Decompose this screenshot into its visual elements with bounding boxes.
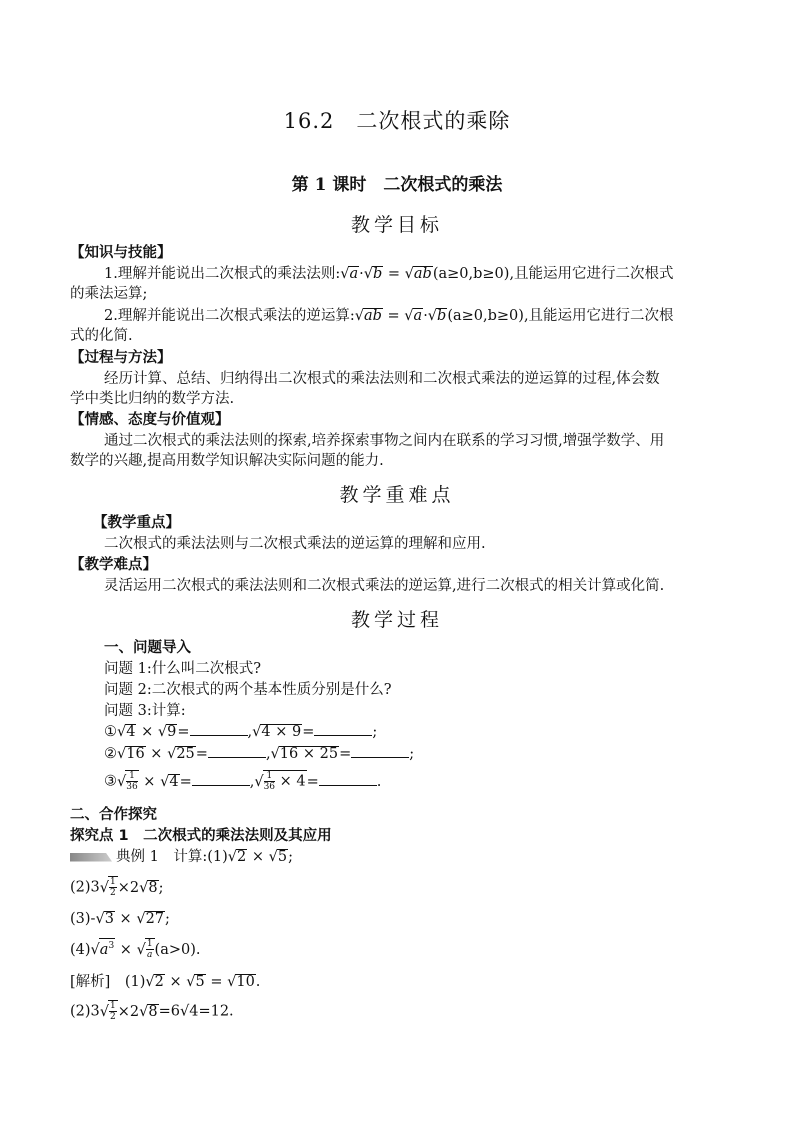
calc-3-expr: √ $\frac{1}{36}$ × √4= ,√ $\frac{1}{36}$ × 4= .: [117, 771, 382, 792]
focus-text: 二次根式的乘法法则与二次根式乘法的逆运算的理解和应用.: [104, 536, 486, 552]
calc-1-marker: ①: [104, 724, 117, 740]
question-2: 问题 2:二次根式的两个基本性质分别是什么?: [104, 682, 392, 698]
part2-heading: 二、合作探究: [70, 807, 157, 823]
focus-label: 【教学重点】: [93, 515, 180, 531]
goal-item-2-text: 2.理解并能说出二次根式乘法的逆运算:: [104, 308, 355, 324]
point1-heading: 探究点 1 二次根式的乘法法则及其应用: [70, 828, 332, 844]
answer-blank[interactable]: [190, 723, 248, 736]
goal-item-2: [104, 306, 674, 326]
goal-item-1: [104, 264, 674, 284]
answer-blank[interactable]: [351, 745, 409, 758]
answer-2-prefix: (2)3: [70, 1003, 100, 1020]
attitude-text-cont: 数学的兴趣,提高用数学知识解决实际问题的能力.: [70, 453, 384, 469]
question-3: 问题 3:计算:: [104, 703, 186, 719]
ex1-expr: √2 × √5;: [227, 849, 294, 865]
part1-heading: 一、问题导入: [104, 640, 191, 656]
example-1-part-2: (2)3: [70, 879, 100, 896]
goal-item-2-condition: (a≥0,b≥0),且能运用它进行二次根: [447, 308, 674, 324]
answer-2-result: =6√4=12.: [158, 1003, 234, 1020]
example-1-part-4-line: [70, 938, 201, 960]
lesson-subtitle: 第 1 课时 二次根式的乘法: [291, 175, 503, 195]
ans1-expr: √2 × √5 = √10.: [145, 974, 261, 990]
analysis-line-1: [70, 972, 260, 992]
difficulty-text: 灵活运用二次根式的乘法法则和二次根式乘法的逆运算,进行二次根式的相关计算或化简.: [104, 578, 665, 594]
example-tag-icon: [70, 853, 112, 862]
answer-1-prefix: (1): [124, 974, 146, 990]
attitude-label: 【情感、态度与价值观】: [70, 412, 230, 428]
calc-1-expr: √4 × √9= ,√4 × 9= ;: [117, 724, 378, 740]
ans2-expr: √ $\frac{1}{2}$ ×2√8: [99, 1001, 158, 1022]
ex3-expr: √3 × √27;: [95, 911, 170, 927]
page-title: 16.2 二次根式的乘除: [283, 109, 511, 133]
answer-blank[interactable]: [319, 773, 377, 786]
answer-blank[interactable]: [208, 745, 266, 758]
section-keys-heading: 教学重难点: [339, 484, 455, 506]
attitude-text: 通过二次根式的乘法法则的探索,培养探索事物之间内在联系的学习习惯,增强学数学、用: [104, 433, 665, 449]
goal-item-1-condition: (a≥0,b≥0),且能运用它进行二次根式: [432, 266, 674, 282]
section-goals-heading: 教学目标: [350, 214, 443, 236]
calc-row-2: [104, 744, 414, 764]
calc-row-3: [104, 770, 381, 792]
analysis-line-2: [70, 1000, 234, 1022]
process-method-label: 【过程与方法】: [70, 350, 172, 366]
knowledge-label: 【知识与技能】: [70, 245, 172, 261]
ex4-expr: $√a^3$ × √ $\frac{1}{a}$: [90, 939, 153, 961]
example-1-part-4-condition: (a>0).: [154, 941, 201, 958]
calc-row-1: [104, 722, 377, 742]
analysis-label: [解析]: [70, 974, 111, 990]
calc-2-marker: ②: [104, 746, 117, 762]
example-1-part-4: (4): [70, 941, 91, 958]
goal-item-1-text: 1.理解并能说出二次根式的乘法法则:: [104, 266, 341, 282]
answer-blank[interactable]: [314, 723, 372, 736]
question-1: 问题 1:什么叫二次根式?: [104, 661, 261, 677]
example-1-part-3-line: [70, 909, 170, 929]
formula-sqrt-ab: √ab = √a·√b: [354, 308, 447, 324]
formula-sqrt-a-times-sqrt-b: √a·√b = √ab: [340, 266, 432, 282]
example-1-line: [70, 847, 293, 867]
ex2-expr: √ $\frac{1}{2}$ ×2√8;: [99, 877, 164, 898]
example-label: 典例 1 计算:: [116, 849, 208, 865]
example-1-part-3: (3)-: [70, 911, 96, 927]
goal-item-2-continued: 式的化简.: [70, 328, 133, 344]
example-1-part-2-line: [70, 876, 164, 898]
process-method-text: 经历计算、总结、归纳得出二次根式的乘法法则和二次根式乘法的逆运算的过程,体会数: [104, 371, 660, 387]
calc-3-marker: ③: [104, 773, 117, 790]
section-process-heading: 教学过程: [350, 609, 443, 631]
goal-item-1-continued: 的乘法运算;: [70, 286, 148, 302]
calc-2-expr: √16 × √25= ,√16 × 25= ;: [117, 746, 415, 762]
difficulty-label: 【教学难点】: [70, 557, 157, 573]
process-method-text-cont: 学中类比归纳的数学方法.: [70, 391, 235, 407]
example-1-part-1: (1): [207, 849, 228, 865]
answer-blank[interactable]: [192, 773, 250, 786]
